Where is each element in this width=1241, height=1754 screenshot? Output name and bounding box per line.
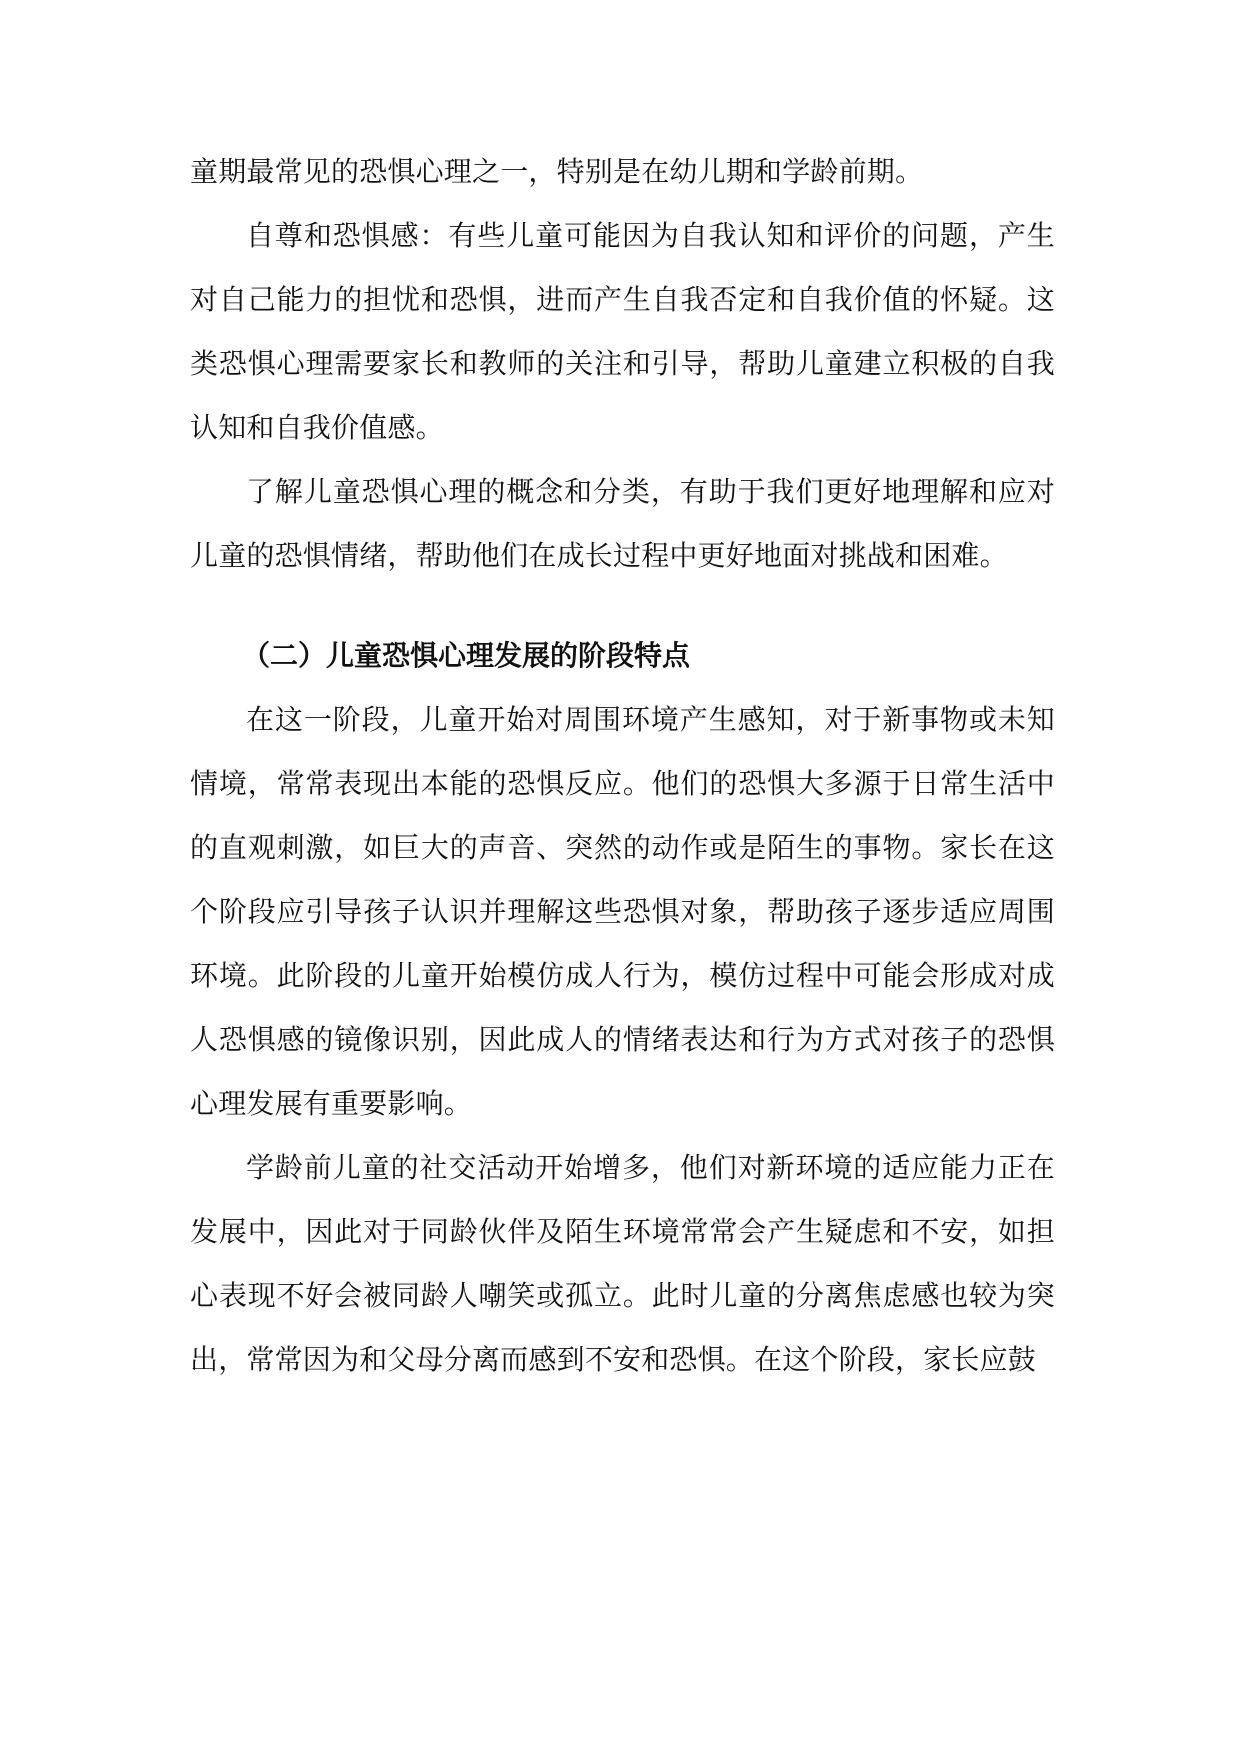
paragraph-preschool-stage: 学龄前儿童的社交活动开始增多，他们对新环境的适应能力正在发展中，因此对于同龄伙伴及陌生环境常常会产生疑虑和不安，如担心表现不好会被同龄人嘲笑或孤立。此时儿童的分离焦虑感也较为突出，常常因为和父母分离而感到不安和恐惧。在这个阶段，家长应鼓 — [190, 1151, 1055, 1376]
document-body — [190, 140, 1055, 1392]
section-heading: （二）儿童恐惧心理发展的阶段特点 — [242, 639, 691, 672]
paragraph-continued: 童期最常见的恐惧心理之一，特别是在幼儿期和学龄前期。 — [190, 155, 924, 188]
paragraph-self-esteem-fear: 自尊和恐惧感：有些儿童可能因为自我认知和评价的问题，产生对自己能力的担忧和恐惧，进而产生自我否定和自我价值的怀疑。这类恐惧心理需要家长和教师的关注和引导，帮助儿童建立积极的自我认知和自我价值感。 — [190, 219, 1055, 444]
paragraph-summary: 了解儿童恐惧心理的概念和分类，有助于我们更好地理解和应对儿童的恐惧情绪，帮助他们在成长过程中更好地面对挑战和困难。 — [190, 475, 1055, 572]
paragraph-early-stage: 在这一阶段，儿童开始对周围环境产生感知，对于新事物或未知情境，常常表现出本能的恐惧反应。他们的恐惧大多源于日常生活中的直观刺激，如巨大的声音、突然的动作或是陌生的事物。家长在这个阶段应引导孩子认识并理解这些恐惧对象，帮助孩子逐步适应周围环境。此阶段的儿童开始模仿成人行为，模仿过程中可能会形成对成人恐惧感的镜像识别，因此成人的情绪表达和行为方式对孩子的恐惧心理发展有重要影响。 — [190, 703, 1055, 1120]
